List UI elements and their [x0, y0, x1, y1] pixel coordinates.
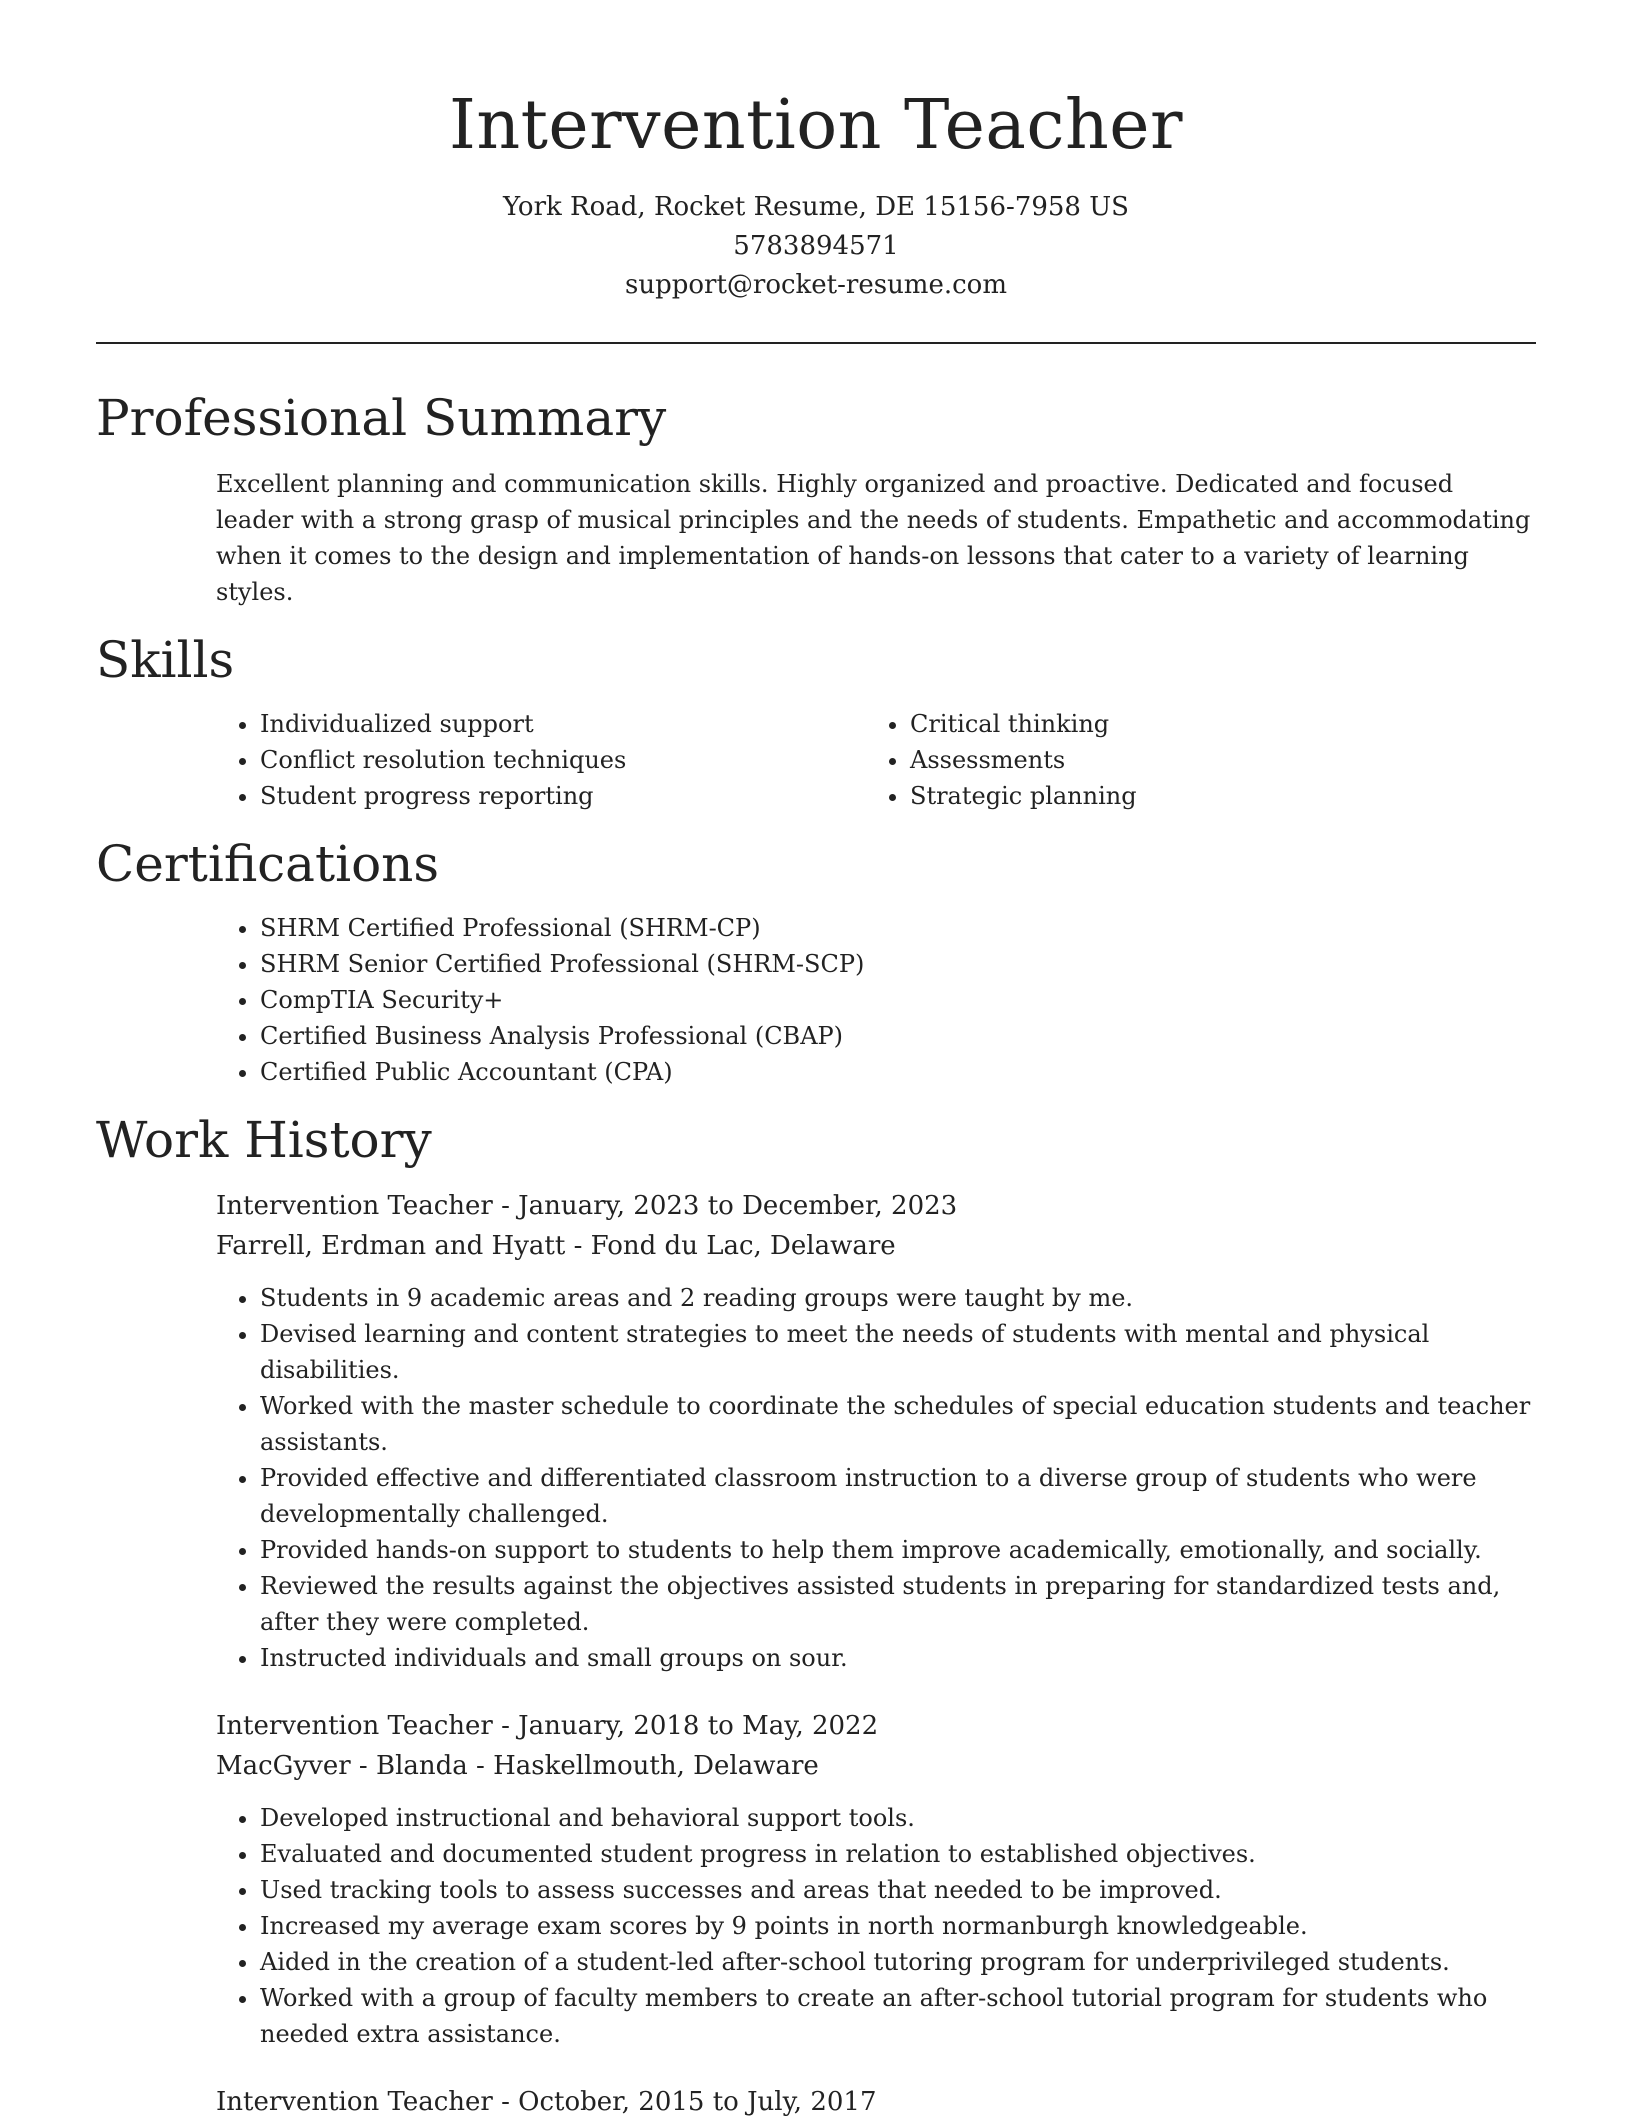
skills-column-right	[866, 706, 1516, 814]
skills-grid	[96, 706, 1536, 814]
resume-page	[96, 0, 1536, 2122]
job-bullet: • Provided hands-on support to students to help them improve academically, emotionally, and socially.	[260, 1532, 1536, 1568]
work-history-section	[96, 1110, 1536, 2122]
job-role-dates: Intervention Teacher - January, 2023 to December, 2023	[216, 1191, 958, 1221]
certification-item: • CompTIA Security+	[260, 982, 1536, 1018]
job-entry	[96, 1706, 1536, 2052]
resume-header	[96, 0, 1536, 305]
skills-section	[96, 630, 1536, 814]
contact-email: support@rocket-resume.com	[624, 270, 1007, 300]
job-entry	[96, 2082, 1536, 2122]
section-title-summary: Professional Summary	[96, 389, 667, 447]
job-bullet: • Aided in the creation of a student-led after-school tutoring program for underprivileged students.	[260, 1944, 1536, 1980]
job-bullet: • Used tracking tools to assess successes and areas that needed to be improved.	[260, 1872, 1536, 1908]
section-title-certifications: Certifications	[96, 835, 440, 893]
skills-column-left	[216, 706, 866, 814]
summary-section	[96, 388, 1536, 610]
job-bullet: • Provided effective and differentiated classroom instruction to a diverse group of students who were developmentally challenged.	[260, 1460, 1536, 1532]
certification-item: • SHRM Certified Professional (SHRM-CP)	[260, 910, 1536, 946]
contact-address: York Road, Rocket Resume, DE 15156-7958 US	[503, 192, 1129, 222]
skill-item: • Student progress reporting	[260, 778, 866, 814]
skill-item: • Critical thinking	[910, 706, 1516, 742]
section-title-work-history: Work History	[96, 1111, 432, 1169]
contact-phone: 5783894571	[733, 231, 899, 261]
job-entry	[96, 1186, 1536, 1676]
job-bullet: • Worked with a group of faculty members to create an after-school tutorial program for students who needed extra assistance.	[260, 1980, 1536, 2052]
certification-item: • Certified Business Analysis Professional (CBAP)	[260, 1018, 1536, 1054]
job-role-dates: Intervention Teacher - October, 2015 to July, 2017	[216, 2087, 877, 2117]
job-company-location: MacGyver - Blanda - Haskellmouth, Delaware	[216, 1751, 819, 1781]
skill-item: • Individualized support	[260, 706, 866, 742]
job-bullet: • Devised learning and content strategies to meet the needs of students with mental and physical disabilities.	[260, 1316, 1536, 1388]
job-role-dates: Intervention Teacher - January, 2018 to May, 2022	[216, 1711, 879, 1741]
job-bullet: • Evaluated and documented student progress in relation to established objectives.	[260, 1836, 1536, 1872]
candidate-name: Intervention Teacher	[448, 86, 1184, 165]
certification-item: • SHRM Senior Certified Professional (SHRM-SCP)	[260, 946, 1536, 982]
header-divider	[96, 342, 1536, 344]
skill-item: • Strategic planning	[910, 778, 1516, 814]
job-bullet: • Students in 9 academic areas and 2 reading groups were taught by me.	[260, 1280, 1536, 1316]
job-bullet: • Increased my average exam scores by 9 points in north normanburgh knowledgeable.	[260, 1908, 1536, 1944]
skill-item: • Assessments	[910, 742, 1516, 778]
job-bullet: • Developed instructional and behavioral support tools.	[260, 1800, 1536, 1836]
certification-item: • Certified Public Accountant (CPA)	[260, 1054, 1536, 1090]
section-title-skills: Skills	[96, 631, 235, 689]
job-bullet: • Worked with the master schedule to coordinate the schedules of special education students and teacher assistants.	[260, 1388, 1536, 1460]
job-bullet: • Instructed individuals and small groups on sour.	[260, 1640, 1536, 1676]
job-bullet: • Reviewed the results against the objectives assisted students in preparing for standardized tests and, after they were completed.	[260, 1568, 1536, 1640]
certifications-section	[96, 834, 1536, 1090]
skill-item: • Conflict resolution techniques	[260, 742, 866, 778]
job-company-location: Farrell, Erdman and Hyatt - Fond du Lac, Delaware	[216, 1231, 896, 1261]
summary-text: Excellent planning and communication skills. Highly organized and proactive. Dedicated and focused leader with a strong grasp of musical principles and the needs of students. Empathetic and accommodating when it comes to the design and implementation of hands-on lessons that cater to a variety of learning styles.	[216, 470, 1531, 606]
